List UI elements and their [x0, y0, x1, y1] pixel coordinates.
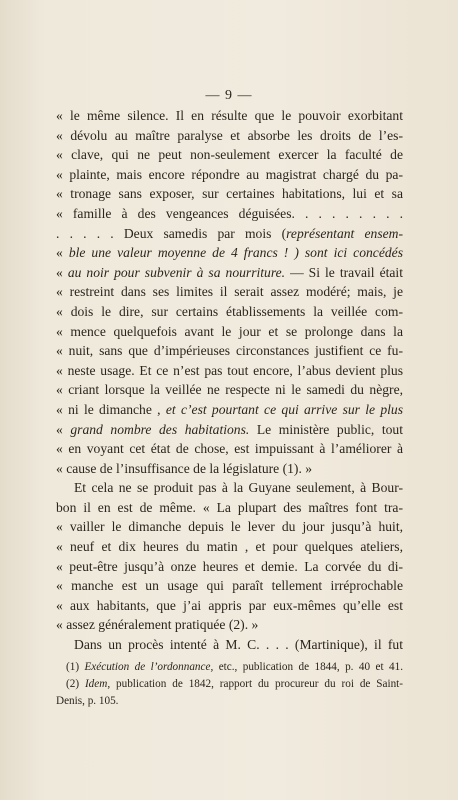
text-run: « neuf et dix heures du matin , et pour quelques ateliers, — [56, 539, 403, 555]
footnotes — [56, 659, 403, 710]
italic-text: au noir pour subvenir à sa nourriture. — [67, 264, 286, 280]
text-run: « mence quelquefois avant le jour et se prolonge dans la — [56, 323, 403, 339]
text-line — [56, 557, 403, 577]
italic-text: Idem, — [84, 678, 111, 690]
text-run: « plainte, mais encore répondre au magistrat chargé du pa- — [56, 166, 403, 182]
text-run: « peut-être jusqu’à onze heures et demie. La corvée du di- — [56, 558, 403, 574]
text-line — [56, 420, 403, 440]
text-run: bon il en est de même. « La plupart des maîtres font tra- — [56, 499, 403, 515]
text-line — [56, 341, 403, 361]
footnote-line — [56, 693, 403, 710]
text-line — [56, 126, 403, 146]
text-run: publication de 1842, rapport du procureur du roi de Saint- — [110, 678, 403, 690]
text-line — [56, 204, 403, 224]
footnote-line — [56, 659, 403, 676]
text-run: « ni le dimanche , — [56, 401, 166, 417]
italic-text: représentant ensem- — [286, 225, 403, 241]
text-run: « en voyant cet état de chose, est impuissant à l’améliorer à — [56, 441, 403, 457]
text-run: (1) — [66, 661, 85, 673]
text-line — [56, 635, 403, 655]
text-line — [56, 537, 403, 557]
text-run: « manche est un usage qui paraît tellement irréprochable — [56, 578, 403, 594]
text-run: — Si le travail était — [285, 264, 403, 280]
text-run: « le même silence. Il en résulte que le pouvoir exorbitant — [56, 108, 403, 123]
text-run: « dois le dire, sur certains établissements la veillée com- — [56, 303, 403, 319]
footnote-line — [56, 676, 403, 693]
page-number: — 9 — — [205, 88, 253, 103]
text-line — [56, 302, 403, 322]
text-run: « clave, qui ne peut non-seulement exercer la faculté de — [56, 147, 403, 163]
text-run: « tronage sans exposer, sur certaines habitations, lui et sa — [56, 186, 403, 202]
text-line — [56, 517, 403, 537]
text-run: etc., publication de 1844, p. 40 et 41. — [213, 661, 403, 673]
text-run: « cause de l’insuffisance de la législature (1). » — [56, 460, 313, 476]
text-run: « — [56, 264, 68, 280]
text-line — [56, 439, 403, 459]
text-run: « restreint dans ses limites il serait assez modéré; mais, je — [56, 284, 403, 300]
text-line — [56, 478, 403, 498]
text-line — [56, 224, 403, 244]
text-run: « vailler le dimanche depuis le lever du jour jusqu’à huit, — [56, 519, 403, 535]
text-run: « neste usage. Et ce n’est pas tout encore, l’abus devient plus — [56, 362, 403, 378]
text-run: Le ministère public, tout — [249, 421, 403, 437]
text-run: « aux habitants, que j’ai appris par eux-mêmes qu’elle est — [56, 597, 403, 613]
text-line — [56, 596, 403, 616]
text-run: Et cela ne se produit pas à la Guyane seulement, à Bour- — [74, 480, 403, 496]
body-text — [56, 106, 403, 655]
text-run: « criant lorsque la veillée ne respecte ni le samedi du nègre, — [56, 382, 403, 398]
italic-text: ble une valeur moyenne de 4 francs ! ) sont ici concédés — [68, 245, 403, 261]
text-line — [56, 184, 403, 204]
text-run: « dévolu au maître paralyse et absorbe les droits de l’es- — [56, 127, 403, 143]
text-line — [56, 380, 403, 400]
text-line — [56, 165, 403, 185]
text-line — [56, 459, 403, 479]
text-line — [56, 576, 403, 596]
italic-text: Exécution de l’ordonnance, — [84, 661, 214, 673]
text-line — [56, 615, 403, 635]
text-line — [56, 145, 403, 165]
text-line — [56, 243, 403, 263]
text-line — [56, 322, 403, 342]
italic-text: grand nombre des habitations. — [70, 421, 250, 437]
text-line — [56, 498, 403, 518]
italic-text: et c’est pourtant ce qui arrive sur le plus — [165, 401, 403, 417]
text-line — [56, 361, 403, 381]
text-run: « — [56, 421, 71, 437]
text-run: . . . . . Deux samedis par mois ( — [56, 225, 287, 241]
text-run: (2) — [66, 678, 85, 690]
text-line — [56, 282, 403, 302]
text-run: Dans un procès intenté à M. C. . . . (Martinique), il fut — [74, 637, 403, 653]
text-run: « — [56, 245, 69, 261]
text-run: « assez généralement pratiquée (2). » — [56, 617, 259, 633]
text-line — [56, 400, 403, 420]
text-run: « famille à des vengeances déguisées. . . . . . . . . — [56, 205, 403, 221]
text-run: « nuit, sans que d’impérieuses circonstances justifient ce fu- — [56, 343, 403, 359]
text-line — [56, 263, 403, 283]
text-run: Denis, p. 105. — [56, 695, 119, 707]
text-line — [56, 106, 403, 126]
